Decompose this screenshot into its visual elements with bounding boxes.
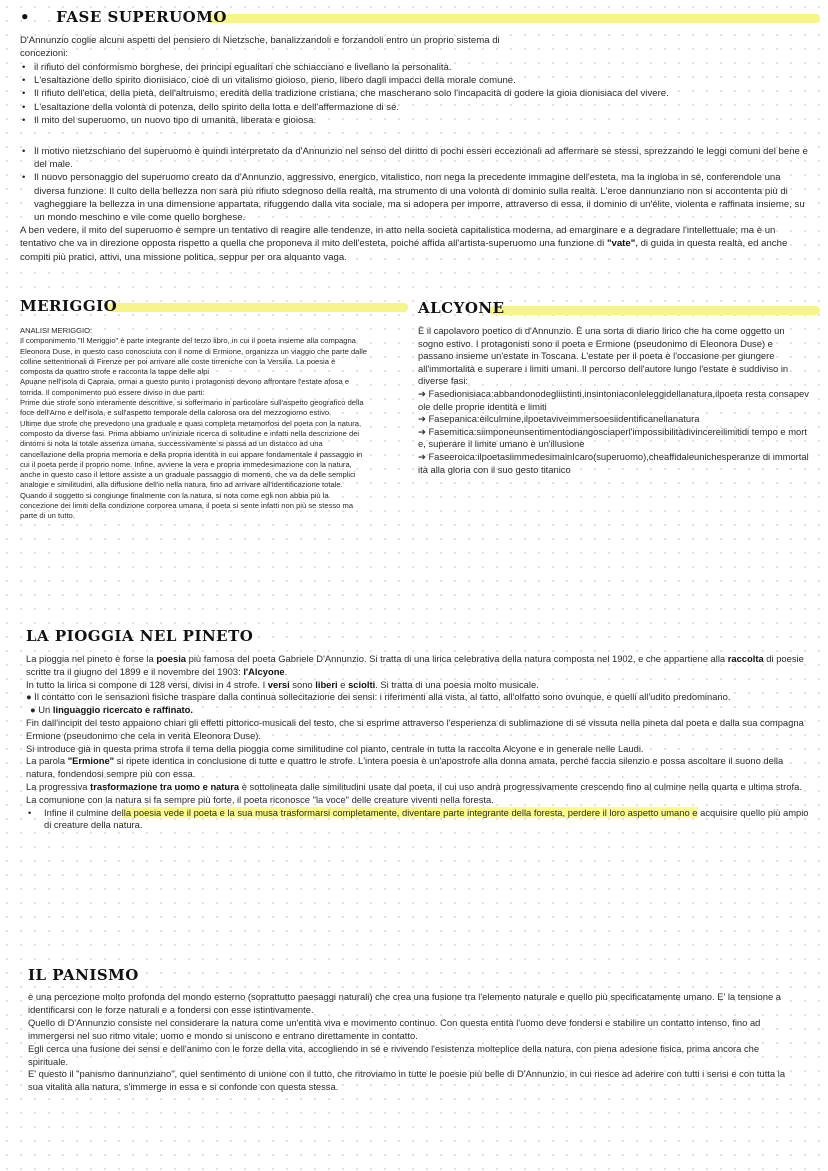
pioggia-p7: La parola "Ermione" si ripete identica in conclusione di tutte e quattro le strofe. L'intera poesia è un'apostrofe alla donna amata, perché faccia silenzio e possa ascoltare il suono della natura, fondendosi sempre più con essa. <box>26 755 784 780</box>
list-item: • L'esaltazione dello spirito dionisiaco, cioè di un vitalismo gioioso, pieno, libero dagli impacci della morale comune. <box>20 74 810 87</box>
list-item: • L'esaltazione della volontà di potenza, dello spirito della lotta e dell'affermazione di sé. <box>20 101 810 114</box>
heading-fase-superuomo: • FASE SUPERUOMO <box>20 8 227 26</box>
heading-panismo: IL PANISMO <box>28 966 139 984</box>
heading-meriggio: MERIGGIO <box>20 297 118 315</box>
section-pioggia <box>26 653 810 832</box>
pioggia-p6: Si introduce già in questa prima strofa il tema della pioggia come similitudine col pianto, centrale in tutta la raccolta Alcyone e in generale nelle Laudi. <box>26 742 644 754</box>
list-fase-superuomo <box>20 61 810 264</box>
meriggio-text: ANALISI MERIGGIO: Il componimento "Il Meriggio" è parte integrante del terzo libro, in cui il poeta insieme alla compagna Eleonora Duse, in questo caso conosciuta con il nome di Ermione, organizza un viaggio che parte dalle colline settentrionali di Firenze per poi arrivare alle coste tirreniche con la Versilia. La poesia è composta da quattro strofe e racconta la tappe delle alpi Apuane nell'isola di Capraia, ormai a questo punto i protagonisti devono affrontare l'estate afosa e torrida. Il componimento può essere diviso in due parti: Prime due strofe sono interamente descrittive, si soffermano in particolare sull'aspetto geografico della foce dell'Arno e dell'isola, e sull'aspetto temporale della calorosa ora del mezzogiorno estivo. Ultime due strofe che prevedono una graduale e quasi completa metamorfosi del poeta con la natura, composto da diverse fasi. Prima abbiamo un'iniziale ricerca di solitudine e infatti nella descrizione dei dintorni si nota la totale assenza umana, successivamente si passa ad un distacco ad una cancellazione della propria memoria e della propria identità in cui appare fondamentale il passaggio in cui il poeta perde il proprio nome. Infine, avviene la vera e propria immedesimazione con la natura, anche in questo caso il lettore assiste a un graduale passaggio di momenti, che va da delle semplici analogie e similitudini, alla diffusione dell'io nella natura, fino ad arrivare all'identificazione totale. Quando il soggetto si congiunge finalmente con la natura, si nota come egli non abbia più la concezione dei limiti della condizione corporea umana, il poeta si sente infatti non più se stesso ma parte di un tutto. <box>20 326 367 521</box>
alcyone-phase: ➔ Fasepanica:èilculmine,ilpoetaviveimmersoesiidentificanellanatura <box>418 413 700 425</box>
section-panismo <box>28 991 788 1094</box>
heading-alcyone: ALCYONE <box>418 299 505 317</box>
intro-text: D'Annunzio coglie alcuni aspetti del pensiero di Nietzsche, banalizzandoli e forzandoli entro un proprio sistema di concezioni: <box>20 35 500 60</box>
panismo-p3: Egli cerca una fusione dei sensi e dell'animo con le forze della vita, accogliendo in sé e rivivendo l'esistenza molteplice della natura, con piena adesione fisica, prima ancora che spirituale. <box>28 1042 760 1067</box>
heading-bullet: • <box>20 8 31 26</box>
heading-pioggia: LA PIOGGIA NEL PINETO <box>26 627 254 645</box>
alcyone-phase: ➔ Fasedionisiaca:abbandonodegliistinti,insintoniaconleleggidellanatura,ilpoeta resta consapevole delle proprie identità e limiti <box>418 387 809 412</box>
panismo-p2: Quello di D'Annunzio consiste nel considerare la natura come un'entità viva e movimento continuo. Con questa entità l'uomo deve fondersi e stabilire un contatto intenso, fino ad immergersi nel suo ritmo vitale; uomo e mondo si uniscono e entrano direttamente in contatto. <box>28 1016 761 1041</box>
pioggia-p5: Fin dall'incipit del testo appaiono chiari gli effetti pittorico-musicali del testo, che si esprime attraverso l'esperienza di sublimazione di sé vissuta nella pineta dal poeta e dalla sua compagna Ermione (pseudonimo che cela in verità Eleonora Duse). <box>26 716 804 741</box>
alcyone-intro: È il capolavoro poetico di d'Annunzio. È una sorta di diario lirico che ha come oggetto un sogno estivo. I protagonisti sono il poeta e Ermione (pseudonimo di Eleonora Duse) e passano insieme un'estate in Toscana. L'estate per il poeta è l'occasione per giungere all'immortalità e superare i limiti umani. Il percorso dell'autore lungo l'estate è suddiviso in diverse fasi: <box>418 325 789 387</box>
list-item: • Il nuovo personaggio del superuomo creato da d'Annunzio, aggressivo, energico, vitalistico, non nega la precedente immagine dell'esteta, ma la ingloba in sé, conferendole una diversa funzione. Il culto della bellezza non sarà più rifiuto sdegnoso della realtà, ma strumento di una volontà di dominio sulla realtà. L'eroe dannunziano non si accontenta più di vagheggiare la bellezza in una dimensione appartata, rifuggendo dalla vita sociale, ma si adopera per imporre, attraverso di essa, il dominio di un'élite, violenta e raffinata insieme, su un mondo meschino e vile come quello borghese. <box>20 171 810 224</box>
panismo-p4: E' questo il "panismo dannunziano", quel sentimento di unione con il tutto, che ritroviamo in tutte le poesie più belle di D'Annunzio, in cui riesce ad aderire con tutti i sensi e con tutta la sua vitalità alla natura, s'immerge in essa e si confonde con questa stessa. <box>28 1068 786 1093</box>
alcyone-phase: ➔ Faseeroica:ilpoetasiimmedesimainIcaro(superuomo),cheaffidaleunichesperanze di immortalità alla gloria con il suo gesto titanico <box>418 450 809 475</box>
closing-paragraph: A ben vedere, il mito del superuomo è sempre un tentativo di reagire alle tendenze, in atto nella società capitalistica moderna, ad emarginare e a degradare l'intellettuale; ma è un tentativo che va in direzione opposta rispetto a quella che proponeva il mito dell'esteta, poiché affida all'artista-superuomo una funzione di "vate", di guida in questa realtà, ed anche compiti più pratici, attivi, una missione politica, seppur per ora alquanto vaga. <box>20 225 788 263</box>
title-highlight <box>208 14 820 23</box>
list-item: • Il mito del superuomo, un nuovo tipo di umanità, liberata e gioiosa. <box>20 114 810 127</box>
list-item: • il rifiuto del conformismo borghese, dei principi egualitari che schiacciano e livellano la personalità. <box>20 61 810 74</box>
alcyone-phase: ➔ Fasemitica:siimponeunsentimentodiangosciaperl'impossibilitàdivincereilimitidi tempo e morte, superare il limite umano è un'illusione <box>418 425 807 450</box>
title-highlight <box>490 306 820 315</box>
pioggia-p1: La pioggia nel pineto è forse la poesia più famosa del poeta Gabriele D'Annunzio. Si tratta di una lirica celebrativa della natura composta nel 1902, e che appartiene alla raccolta di poesie scritte tra il giugno del 1899 e il novembre del 1903: l'Alcyone. <box>26 653 804 677</box>
pioggia-final-item: • Infine il culmine della poesia vede il poeta e la sua musa trasformarsi completamente, diventare parte integrante della foresta, perdere il loro aspetto umano e acquisire quello più ampio di creature della natura. <box>26 807 810 833</box>
panismo-p1: è una percezione molto profonda del mondo esterno (soprattutto paesaggi naturali) che crea una fusione tra l'elemento naturale e quello più specificatamente umano. E' la tensione a identificarsi con le forze naturali e a fondersi con esse istintivamente. <box>28 991 782 1015</box>
pioggia-p4: ● Un linguaggio ricercato e raffinato. <box>30 704 193 716</box>
section-meriggio <box>20 326 367 522</box>
pioggia-p9: La comunione con la natura si fa sempre più forte, il poeta riconosce "la voce" delle creature viventi nella foresta. <box>26 793 494 805</box>
section-fase-superuomo <box>20 34 520 60</box>
pioggia-p3: ● Il contatto con le sensazioni fisiche traspare dalla continua sollecitazione dei sensi: i riferimenti alla vista, al tatto, all'olfatto sono ovunque, e quelli all'udito predominano. <box>26 691 731 703</box>
list-item: • Il motivo nietzschiano del superuomo è quindi interpretato da d'Annunzio nel senso del diritto di pochi esseri eccezionali ad affermare se stessi, sprezzando le leggi comuni del bene e del male. <box>20 145 810 171</box>
title-highlight <box>108 303 408 312</box>
pioggia-p2: In tutto la lirica si compone di 128 versi, divisi in 4 strofe. I versi sono liberi e sciolti. Si tratta di una poesia molto musicale. <box>26 678 539 690</box>
list-item: • Il rifiuto dell'etica, della pietà, dell'altruismo, eredità della tradizione cristiana, che mascherano solo l'incapacità di godere la gioia dionisiaca del vivere. <box>20 87 810 100</box>
section-alcyone <box>418 325 810 476</box>
pioggia-p8: La progressiva trasformazione tra uomo e natura è sottolineata dalle similitudini usate dal poeta, il cui uso andrà progressivamente crescendo fino al culmine nella quarta e ultima strofa. <box>26 780 802 792</box>
